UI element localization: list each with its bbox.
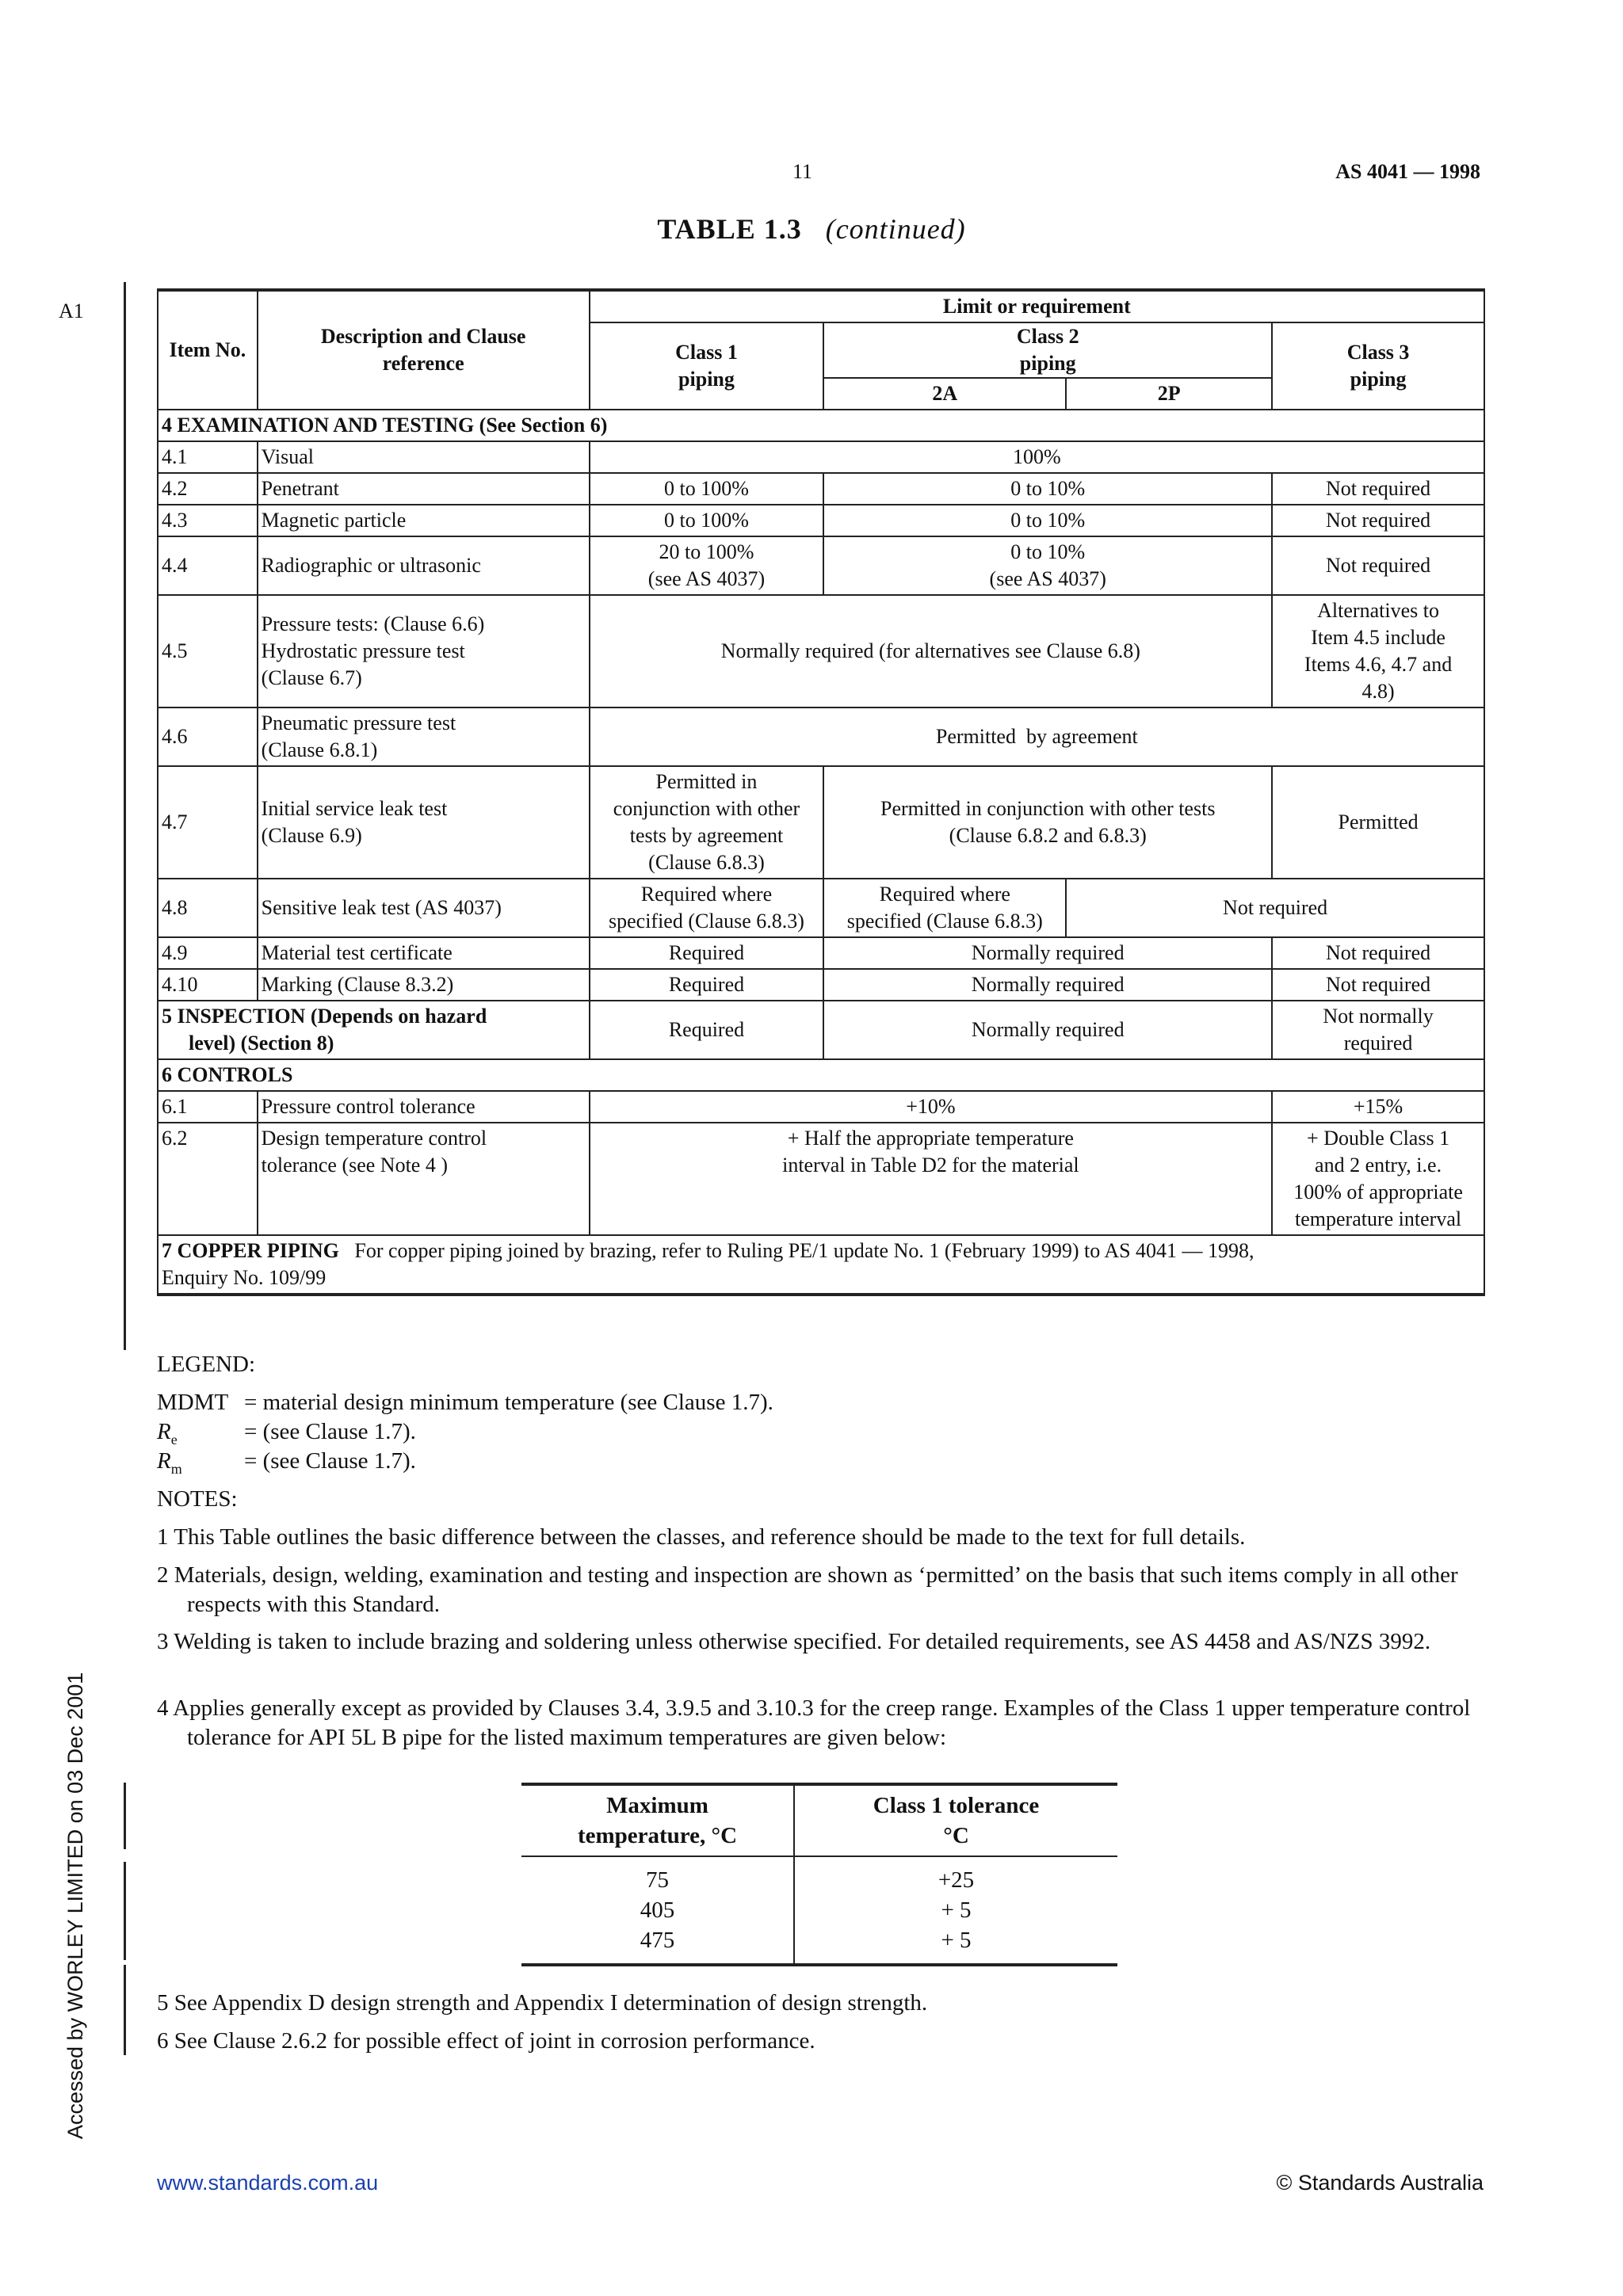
note-2: 2 Materials, design, welding, examination and testing and inspection are shown as ‘permitted’ on the basis that such items comply in all other respects with this Standard. [157, 1562, 1458, 1617]
requirements-table [157, 288, 1485, 1296]
table-title-suffix: (continued) [825, 213, 966, 245]
limit-class2: Permitted in conjunction with other tests (Clause 6.8.2 and 6.8.3) [823, 766, 1272, 879]
limit-all: Permitted by agreement [590, 707, 1484, 766]
tol-temp: 475 [521, 1925, 794, 1965]
limit-class2: Normally required [823, 969, 1272, 1001]
table-row [158, 595, 1484, 707]
limit-class1: Required [590, 1001, 824, 1059]
change-bar [124, 1965, 126, 2055]
item-no: 4.3 [158, 505, 258, 536]
table-title-main: TABLE 1.3 [657, 213, 802, 245]
limit-class3: Permitted [1272, 766, 1484, 879]
section-row [158, 410, 1484, 441]
section-row [158, 1001, 1484, 1059]
item-no: 6.1 [158, 1091, 258, 1123]
change-bar [124, 1862, 126, 1960]
table-row [158, 766, 1484, 879]
header-class2: Class 2 piping [823, 322, 1272, 378]
tol-temp: 405 [521, 1895, 794, 1925]
table-row [158, 1235, 1484, 1295]
item-no: 4.10 [158, 969, 258, 1001]
legend-rm: $R_m = (see$ Clause 1.7). [157, 1448, 416, 1477]
item-desc: Magnetic particle [258, 505, 590, 536]
limit-class1: Permitted in conjunction with other tests by agreement (Clause 6.8.3) [590, 766, 824, 879]
item-desc: Initial service leak test (Clause 6.9) [258, 766, 590, 879]
header-limit: Limit or requirement [590, 290, 1484, 322]
limit-class1: 0 to 100% [590, 505, 824, 536]
item-desc: Radiographic or ultrasonic [258, 536, 590, 595]
header-class2p: 2P [1066, 378, 1272, 410]
tol-value: + 5 [941, 1897, 972, 1923]
note-5: 5 See Appendix D design strength and Appendix I determination of design strength. [157, 1990, 928, 2016]
table-row [521, 1856, 1117, 1895]
item-desc: Marking (Clause 8.3.2) [258, 969, 590, 1001]
limit-class2: Normally required [823, 1001, 1272, 1059]
footer-copyright: © Standards Australia [1276, 2171, 1484, 2195]
limit-class1: Required [590, 969, 824, 1001]
item-no: 6.2 [158, 1123, 258, 1235]
limit-class2: 0 to 10% (see AS 4037) [823, 536, 1272, 595]
limit-class3: Not required [1272, 473, 1484, 505]
item-desc: Penetrant [258, 473, 590, 505]
item-desc: Pneumatic pressure test (Clause 6.8.1) [258, 707, 590, 766]
limit-class2a: Required where specified (Clause 6.8.3) [823, 879, 1066, 937]
item-desc: Visual [258, 441, 590, 473]
limit-class3: Not required [1272, 969, 1484, 1001]
section-7: 7 COPPER PIPING For copper piping joined by brazing, refer to Ruling PE/1 update No. 1 (February 1999) to AS 4041 — 1998, Enquiry No. 109/99 [158, 1235, 1484, 1295]
header-class1: Class 1 piping [590, 322, 824, 410]
limit-class1: 0 to 100% [590, 473, 824, 505]
item-no: 4.9 [158, 937, 258, 969]
legend-re: $R_e = (see$ Clause 1.7). [157, 1419, 416, 1447]
section-6-title: 6 CONTROLS [158, 1059, 1484, 1091]
item-no: 4.1 [158, 441, 258, 473]
table-row [158, 1123, 1484, 1235]
item-desc: Pressure control tolerance [258, 1091, 590, 1123]
limit-class3: +15% [1272, 1091, 1484, 1123]
limit-class3: Not normally required [1272, 1001, 1484, 1059]
item-desc: Sensitive leak test (AS 4037) [258, 879, 590, 937]
change-bar [124, 282, 126, 1350]
table-row [158, 969, 1484, 1001]
access-watermark: Accessed by WORLEY LIMITED on 03 Dec 2001 [63, 1672, 87, 2139]
limit-class3: Not required [1272, 937, 1484, 969]
page-number: 11 [792, 160, 813, 183]
limit-class2: 0 to 10% [823, 473, 1272, 505]
limit-class3: Not required [1272, 505, 1484, 536]
note-6: 6 See Clause 2.6.2 for possible effect of joint in corrosion performance. [157, 2028, 815, 2054]
table-row [158, 505, 1484, 536]
limit-class1-2: Normally required (for alternatives see Clause 6.8) [590, 595, 1273, 707]
section-5-title: 5 INSPECTION (Depends on hazard level) (Section 8) [158, 1001, 590, 1059]
header-class2a: 2A [823, 378, 1066, 410]
note-4: 4 Applies generally except as provided by Clauses 3.4, 3.9.5 and 3.10.3 for the creep range. Examples of the Class 1 upper temperature control tolerance for API 5L B pipe for the listed maximum temperatures are given below: [157, 1695, 1471, 1750]
limit-class2: 0 to 10% [823, 505, 1272, 536]
header-item-no: Item No. [158, 290, 258, 410]
limit-class1: 20 to 100% (see AS 4037) [590, 536, 824, 595]
item-no: 4.7 [158, 766, 258, 879]
item-no: 4.5 [158, 595, 258, 707]
limit-all: 100% [590, 441, 1484, 473]
change-bar [124, 1783, 126, 1849]
tol-header-temp: Maximum temperature, °C [521, 1784, 794, 1856]
item-desc: Material test certificate [258, 937, 590, 969]
amendment-mark: A1 [59, 299, 84, 322]
limit-class2: Normally required [823, 937, 1272, 969]
limit-class3: Not required [1272, 536, 1484, 595]
limit-class1-2: + Half the appropriate temperature interval in Table D2 for the material [590, 1123, 1273, 1235]
item-no: 4.2 [158, 473, 258, 505]
header-description: Description and Clause reference [258, 290, 590, 410]
header-class3: Class 3 piping [1272, 322, 1484, 410]
section-row [158, 1059, 1484, 1091]
section-4-title: 4 EXAMINATION AND TESTING (See Section 6) [158, 410, 1484, 441]
item-no: 4.8 [158, 879, 258, 937]
limit-class1-2: +10% [590, 1091, 1273, 1123]
footer-website-link[interactable]: www.standards.com.au [157, 2171, 379, 2195]
table-row [158, 536, 1484, 595]
standard-id: AS 4041 — 1998 [1335, 160, 1480, 183]
tolerance-table [521, 1783, 1117, 1966]
table-row [158, 937, 1484, 969]
tol-value: + 5 [794, 1925, 1117, 1965]
limit-class1: Required where specified (Clause 6.8.3) [590, 879, 824, 937]
table-row [521, 1895, 1117, 1925]
legend-heading: LEGEND: [157, 1352, 256, 1377]
tol-temp: 75 [521, 1856, 794, 1895]
table-row [158, 707, 1484, 766]
legend-mdmt: MDMT = material design minimum temperature (see Clause 1.7). [157, 1390, 773, 1415]
note-1: 1 This Table outlines the basic difference between the classes, and reference should be made to the text for full details. [157, 1524, 1246, 1550]
item-no: 4.6 [158, 707, 258, 766]
tol-header-tolerance: Class 1 tolerance °C [794, 1784, 1117, 1856]
table-row [521, 1925, 1117, 1965]
note-3: 3 Welding is taken to include brazing and soldering unless otherwise specified. For detailed requirements, see AS 4458 and AS/NZS 3992. [157, 1629, 1431, 1654]
limit-class3: + Double Class 1 and 2 entry, i.e. 100% of appropriate temperature interval [1272, 1123, 1484, 1235]
item-no: 4.4 [158, 536, 258, 595]
limit-class2p-3: Not required [1066, 879, 1484, 937]
table-title [0, 212, 1623, 246]
item-desc: Pressure tests: (Clause 6.6) Hydrostatic pressure test (Clause 6.7) [258, 595, 590, 707]
item-desc: Design temperature control tolerance (see Note 4 ) [258, 1123, 590, 1235]
table-row [158, 879, 1484, 937]
limit-class1: Required [590, 937, 824, 969]
tol-value: +25 [938, 1867, 975, 1893]
notes-heading: NOTES: [157, 1486, 238, 1512]
table-row [158, 1091, 1484, 1123]
table-row [158, 441, 1484, 473]
limit-class3: Alternatives to Item 4.5 include Items 4.6, 4.7 and 4.8) [1272, 595, 1484, 707]
table-row [158, 473, 1484, 505]
